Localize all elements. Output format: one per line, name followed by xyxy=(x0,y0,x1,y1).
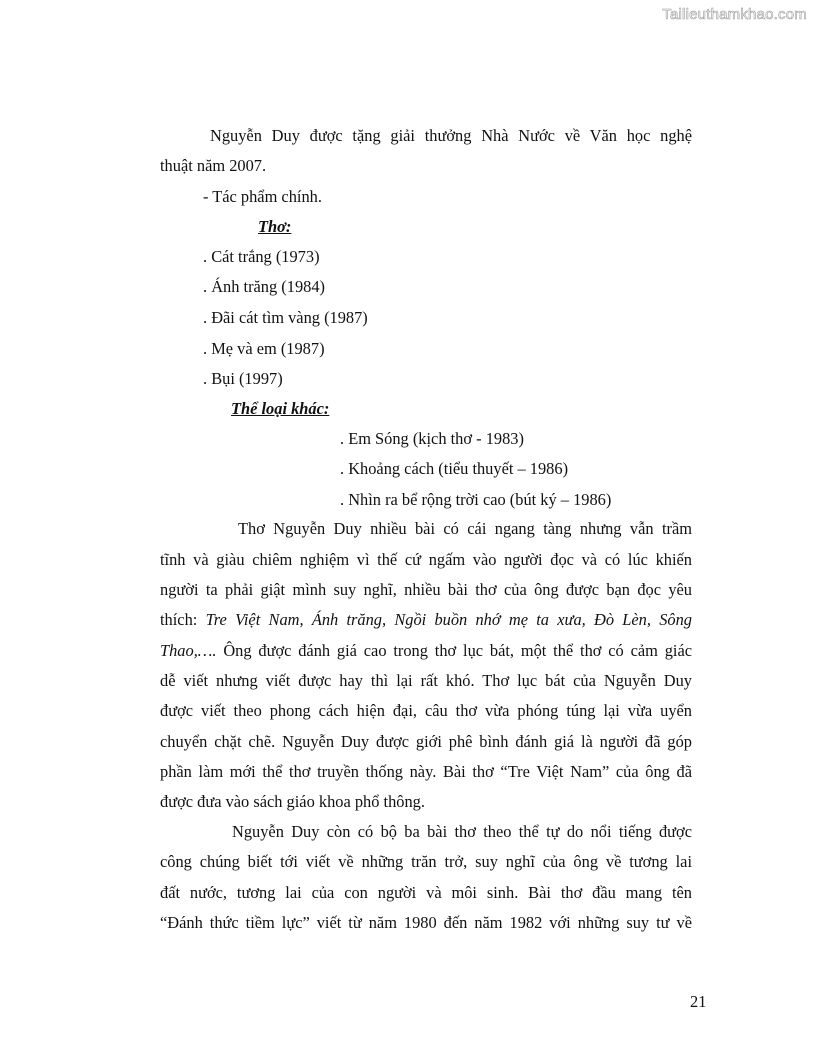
poetry-item: . Đãi cát tìm vàng (1987) xyxy=(203,308,368,327)
para1-line: được viết theo phong cách hiện đại, câu thơ vừa phóng túng lại vừa uyển xyxy=(160,701,692,720)
para1-line: phần làm mới thể thơ truyền thống này. Bài thơ “Tre Việt Nam” của ông đã xyxy=(160,762,692,781)
para1-line xyxy=(160,610,692,630)
para1-text: thích: xyxy=(160,610,206,629)
works-label: - Tác phẩm chính. xyxy=(203,187,322,206)
poetry-heading: Thơ: xyxy=(258,217,292,236)
intro-line-2: thuật năm 2007. xyxy=(160,156,267,175)
poetry-item: . Mẹ và em (1987) xyxy=(203,339,325,358)
intro-line-1: Nguyễn Duy được tặng giải thưởng Nhà Nước về Văn học nghệ xyxy=(210,126,692,145)
poetry-item: . Bụi (1997) xyxy=(203,369,283,388)
poetry-item: . Ánh trăng (1984) xyxy=(203,277,325,296)
poem-titles: Thao,…. xyxy=(160,641,217,660)
para2-line: công chúng biết tới viết về những trăn trở, suy nghĩ của ông về tương lai xyxy=(160,852,692,871)
para1-line: người ta phải giật mình suy nghĩ, nhiều bài thơ của ông được bạn đọc yêu xyxy=(160,580,692,599)
other-genre-item: . Em Sóng (kịch thơ - 1983) xyxy=(340,429,524,448)
para1-line: Thơ Nguyễn Duy nhiều bài có cái ngang tàng nhưng vẫn trầm xyxy=(238,519,692,538)
poetry-item: . Cát trắng (1973) xyxy=(203,247,320,266)
watermark-text: Tailieuthamkhao.com xyxy=(662,6,807,23)
para1-line: được đưa vào sách giáo khoa phổ thông. xyxy=(160,792,425,811)
other-genre-item: . Nhìn ra bể rộng trời cao (bút ký – 1986) xyxy=(340,490,612,509)
poem-titles: Tre Việt Nam, Ánh trăng, Ngồi buồn nhớ mẹ ta xưa, Đò Lèn, Sông xyxy=(205,610,692,629)
para1-line: tĩnh và giàu chiêm nghiệm vì thế cứ ngấm vào người đọc và có lúc khiến xyxy=(160,550,692,569)
para1-line: chuyển chặt chẽ. Nguyễn Duy được giới phê bình đánh giá là người đã góp xyxy=(160,732,692,751)
para2-line: “Đánh thức tiềm lực” viết từ năm 1980 đến năm 1982 với những suy tư về xyxy=(160,913,692,932)
para2-line: đất nước, tương lai của con người và môi sinh. Bài thơ đầu mang tên xyxy=(160,883,692,902)
para1-text: Ông được đánh giá cao trong thơ lục bát, một thể thơ có cảm giác xyxy=(216,641,692,660)
para2-line: Nguyễn Duy còn có bộ ba bài thơ theo thể tự do nổi tiếng được xyxy=(232,822,692,841)
para1-line xyxy=(160,641,692,661)
page-number: 21 xyxy=(690,992,707,1011)
para1-line: dễ viết nhưng viết được hay thì lại rất khó. Thơ lục bát của Nguyễn Duy xyxy=(160,671,692,690)
other-genre-item: . Khoảng cách (tiểu thuyết – 1986) xyxy=(340,459,569,478)
other-genres-heading: Thể loại khác: xyxy=(231,399,330,418)
